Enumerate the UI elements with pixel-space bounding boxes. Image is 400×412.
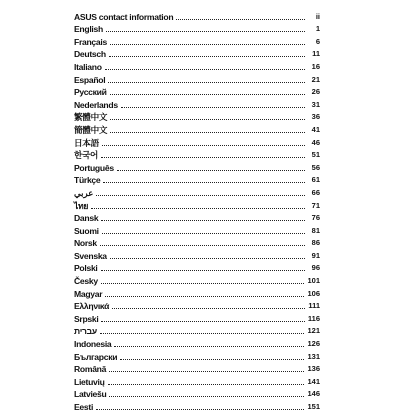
toc-entry xyxy=(74,336,320,349)
toc-entry-label: 한국어 xyxy=(74,150,99,161)
toc-entry-page-number: 121 xyxy=(307,326,320,336)
dot-leader xyxy=(110,132,305,133)
toc-entry xyxy=(74,324,320,337)
toc-entry xyxy=(74,72,320,85)
toc-entry xyxy=(74,97,320,110)
toc-entry-page-number: 46 xyxy=(311,137,320,147)
toc-entry-page-number: 66 xyxy=(311,187,320,197)
toc-entry xyxy=(74,185,320,198)
dot-leader xyxy=(101,157,305,158)
dot-leader xyxy=(103,182,305,183)
toc-entry xyxy=(74,223,320,236)
toc-entry-label: Srpski xyxy=(74,313,99,324)
toc-entry-page-number: 151 xyxy=(307,402,320,411)
toc-entry-label: Български xyxy=(74,351,118,362)
toc-entry-label: Suomi xyxy=(74,225,99,236)
toc-entry-page-number: 16 xyxy=(311,61,320,71)
dot-leader xyxy=(121,107,305,108)
toc-entry-page-number: 11 xyxy=(312,49,320,59)
toc-entry-page-number: 91 xyxy=(311,250,320,260)
toc-entry-label: Nederlands xyxy=(74,99,118,110)
toc-entry-page-number: ii xyxy=(315,11,320,21)
toc-entry xyxy=(74,110,320,123)
toc-entry-label: Indonesia xyxy=(74,339,112,350)
dot-leader xyxy=(105,69,305,70)
toc-entry-label: עברית xyxy=(74,326,97,337)
toc-entry-page-number: 131 xyxy=(307,351,320,361)
toc-entry-label: ASUS contact information xyxy=(74,11,174,22)
dot-leader xyxy=(102,145,305,146)
toc-entry xyxy=(74,9,320,22)
dot-leader xyxy=(110,119,305,120)
toc-entry-page-number: 96 xyxy=(311,263,320,273)
toc-entry-page-number: 36 xyxy=(311,112,320,122)
toc-entry-page-number: 6 xyxy=(315,36,320,46)
toc-entry-page-number: 81 xyxy=(311,225,320,235)
toc-entry-label: Česky xyxy=(74,276,98,287)
toc-entry-page-number: 71 xyxy=(311,200,320,210)
dot-leader xyxy=(109,56,305,57)
toc-entry-label: Türkçe xyxy=(74,175,101,186)
toc-entry-page-number: 51 xyxy=(311,150,320,160)
toc-entry-label: Latviešu xyxy=(74,389,107,400)
toc-entry-page-number: 41 xyxy=(311,124,320,134)
toc-entry-label: English xyxy=(74,24,103,35)
toc-entry xyxy=(74,47,320,60)
toc-entry-page-number: 106 xyxy=(307,288,320,298)
toc-entry xyxy=(74,261,320,274)
toc-entry-label: Polski xyxy=(74,263,98,274)
toc-entry-page-number: 61 xyxy=(311,175,320,185)
toc-entry-label: Svenska xyxy=(74,250,107,261)
dot-leader xyxy=(105,296,304,297)
toc-entry xyxy=(74,198,320,211)
dot-leader xyxy=(100,333,305,334)
dot-leader xyxy=(117,170,305,171)
dot-leader xyxy=(91,208,305,209)
dot-leader xyxy=(120,359,304,360)
dot-leader xyxy=(101,283,305,284)
toc-entry xyxy=(74,85,320,98)
toc-entry-label: Lietuvių xyxy=(74,376,105,387)
dot-leader xyxy=(101,270,305,271)
toc-entry xyxy=(74,374,320,387)
table-of-contents xyxy=(74,9,320,412)
toc-entry xyxy=(74,399,320,412)
toc-entry xyxy=(74,22,320,35)
dot-leader xyxy=(110,44,305,45)
toc-entry-label: ไทย xyxy=(74,200,89,211)
toc-entry xyxy=(74,135,320,148)
toc-entry xyxy=(74,299,320,312)
toc-entry-page-number: 56 xyxy=(311,162,320,172)
toc-entry xyxy=(74,148,320,161)
dot-leader xyxy=(101,321,304,322)
toc-entry xyxy=(74,211,320,224)
toc-entry-page-number: 1 xyxy=(315,24,320,34)
dot-leader xyxy=(108,82,305,83)
toc-entry-page-number: 136 xyxy=(307,364,320,374)
toc-entry-page-number: 101 xyxy=(307,276,320,286)
toc-entry-label: Français xyxy=(74,36,107,47)
toc-entry-page-number: 141 xyxy=(307,376,320,386)
toc-entry-label: Español xyxy=(74,74,106,85)
toc-entry-label: Deutsch xyxy=(74,49,106,60)
toc-entry-page-number: 126 xyxy=(307,339,320,349)
toc-entry-label: Português xyxy=(74,162,114,173)
dot-leader xyxy=(110,94,305,95)
dot-leader xyxy=(109,396,304,397)
toc-entry xyxy=(74,248,320,261)
toc-entry-label: عربي xyxy=(74,187,94,198)
toc-entry-label: Magyar xyxy=(74,288,103,299)
toc-entry-label: 簡體中文 xyxy=(74,124,108,135)
toc-entry-page-number: 21 xyxy=(311,74,320,84)
toc-entry-page-number: 31 xyxy=(311,99,320,109)
dot-leader xyxy=(109,371,304,372)
toc-entry-label: Norsk xyxy=(74,238,97,249)
toc-entry xyxy=(74,349,320,362)
toc-entry xyxy=(74,34,320,47)
dot-leader xyxy=(101,220,305,221)
toc-entry xyxy=(74,387,320,400)
dot-leader xyxy=(108,384,305,385)
toc-entry xyxy=(74,236,320,249)
toc-entry-label: Dansk xyxy=(74,213,99,224)
toc-entry-label: Română xyxy=(74,364,107,375)
toc-entry xyxy=(74,59,320,72)
dot-leader xyxy=(96,409,304,410)
toc-entry-page-number: 111 xyxy=(308,301,320,311)
toc-entry xyxy=(74,122,320,135)
dot-leader xyxy=(114,346,304,347)
dot-leader xyxy=(112,308,305,309)
toc-entry-label: 日本語 xyxy=(74,137,99,148)
dot-leader xyxy=(96,195,305,196)
toc-entry-label: Eesti xyxy=(74,402,94,412)
toc-entry-page-number: 86 xyxy=(311,238,320,248)
toc-entry xyxy=(74,286,320,299)
toc-entry xyxy=(74,173,320,186)
toc-entry-page-number: 76 xyxy=(311,213,320,223)
toc-entry xyxy=(74,160,320,173)
toc-entry-label: Ελληνικά xyxy=(74,301,110,312)
dot-leader xyxy=(102,233,305,234)
toc-entry xyxy=(74,273,320,286)
dot-leader xyxy=(110,258,305,259)
toc-entry-page-number: 116 xyxy=(307,313,320,323)
dot-leader xyxy=(100,245,305,246)
toc-entry-label: Русский xyxy=(74,87,107,98)
toc-entry xyxy=(74,362,320,375)
toc-entry-label: Italiano xyxy=(74,61,102,72)
dot-leader xyxy=(176,19,305,20)
toc-entry xyxy=(74,311,320,324)
toc-entry-page-number: 146 xyxy=(307,389,320,399)
toc-entry-label: 繁體中文 xyxy=(74,112,108,123)
dot-leader xyxy=(106,31,305,32)
toc-entry-page-number: 26 xyxy=(311,87,320,97)
